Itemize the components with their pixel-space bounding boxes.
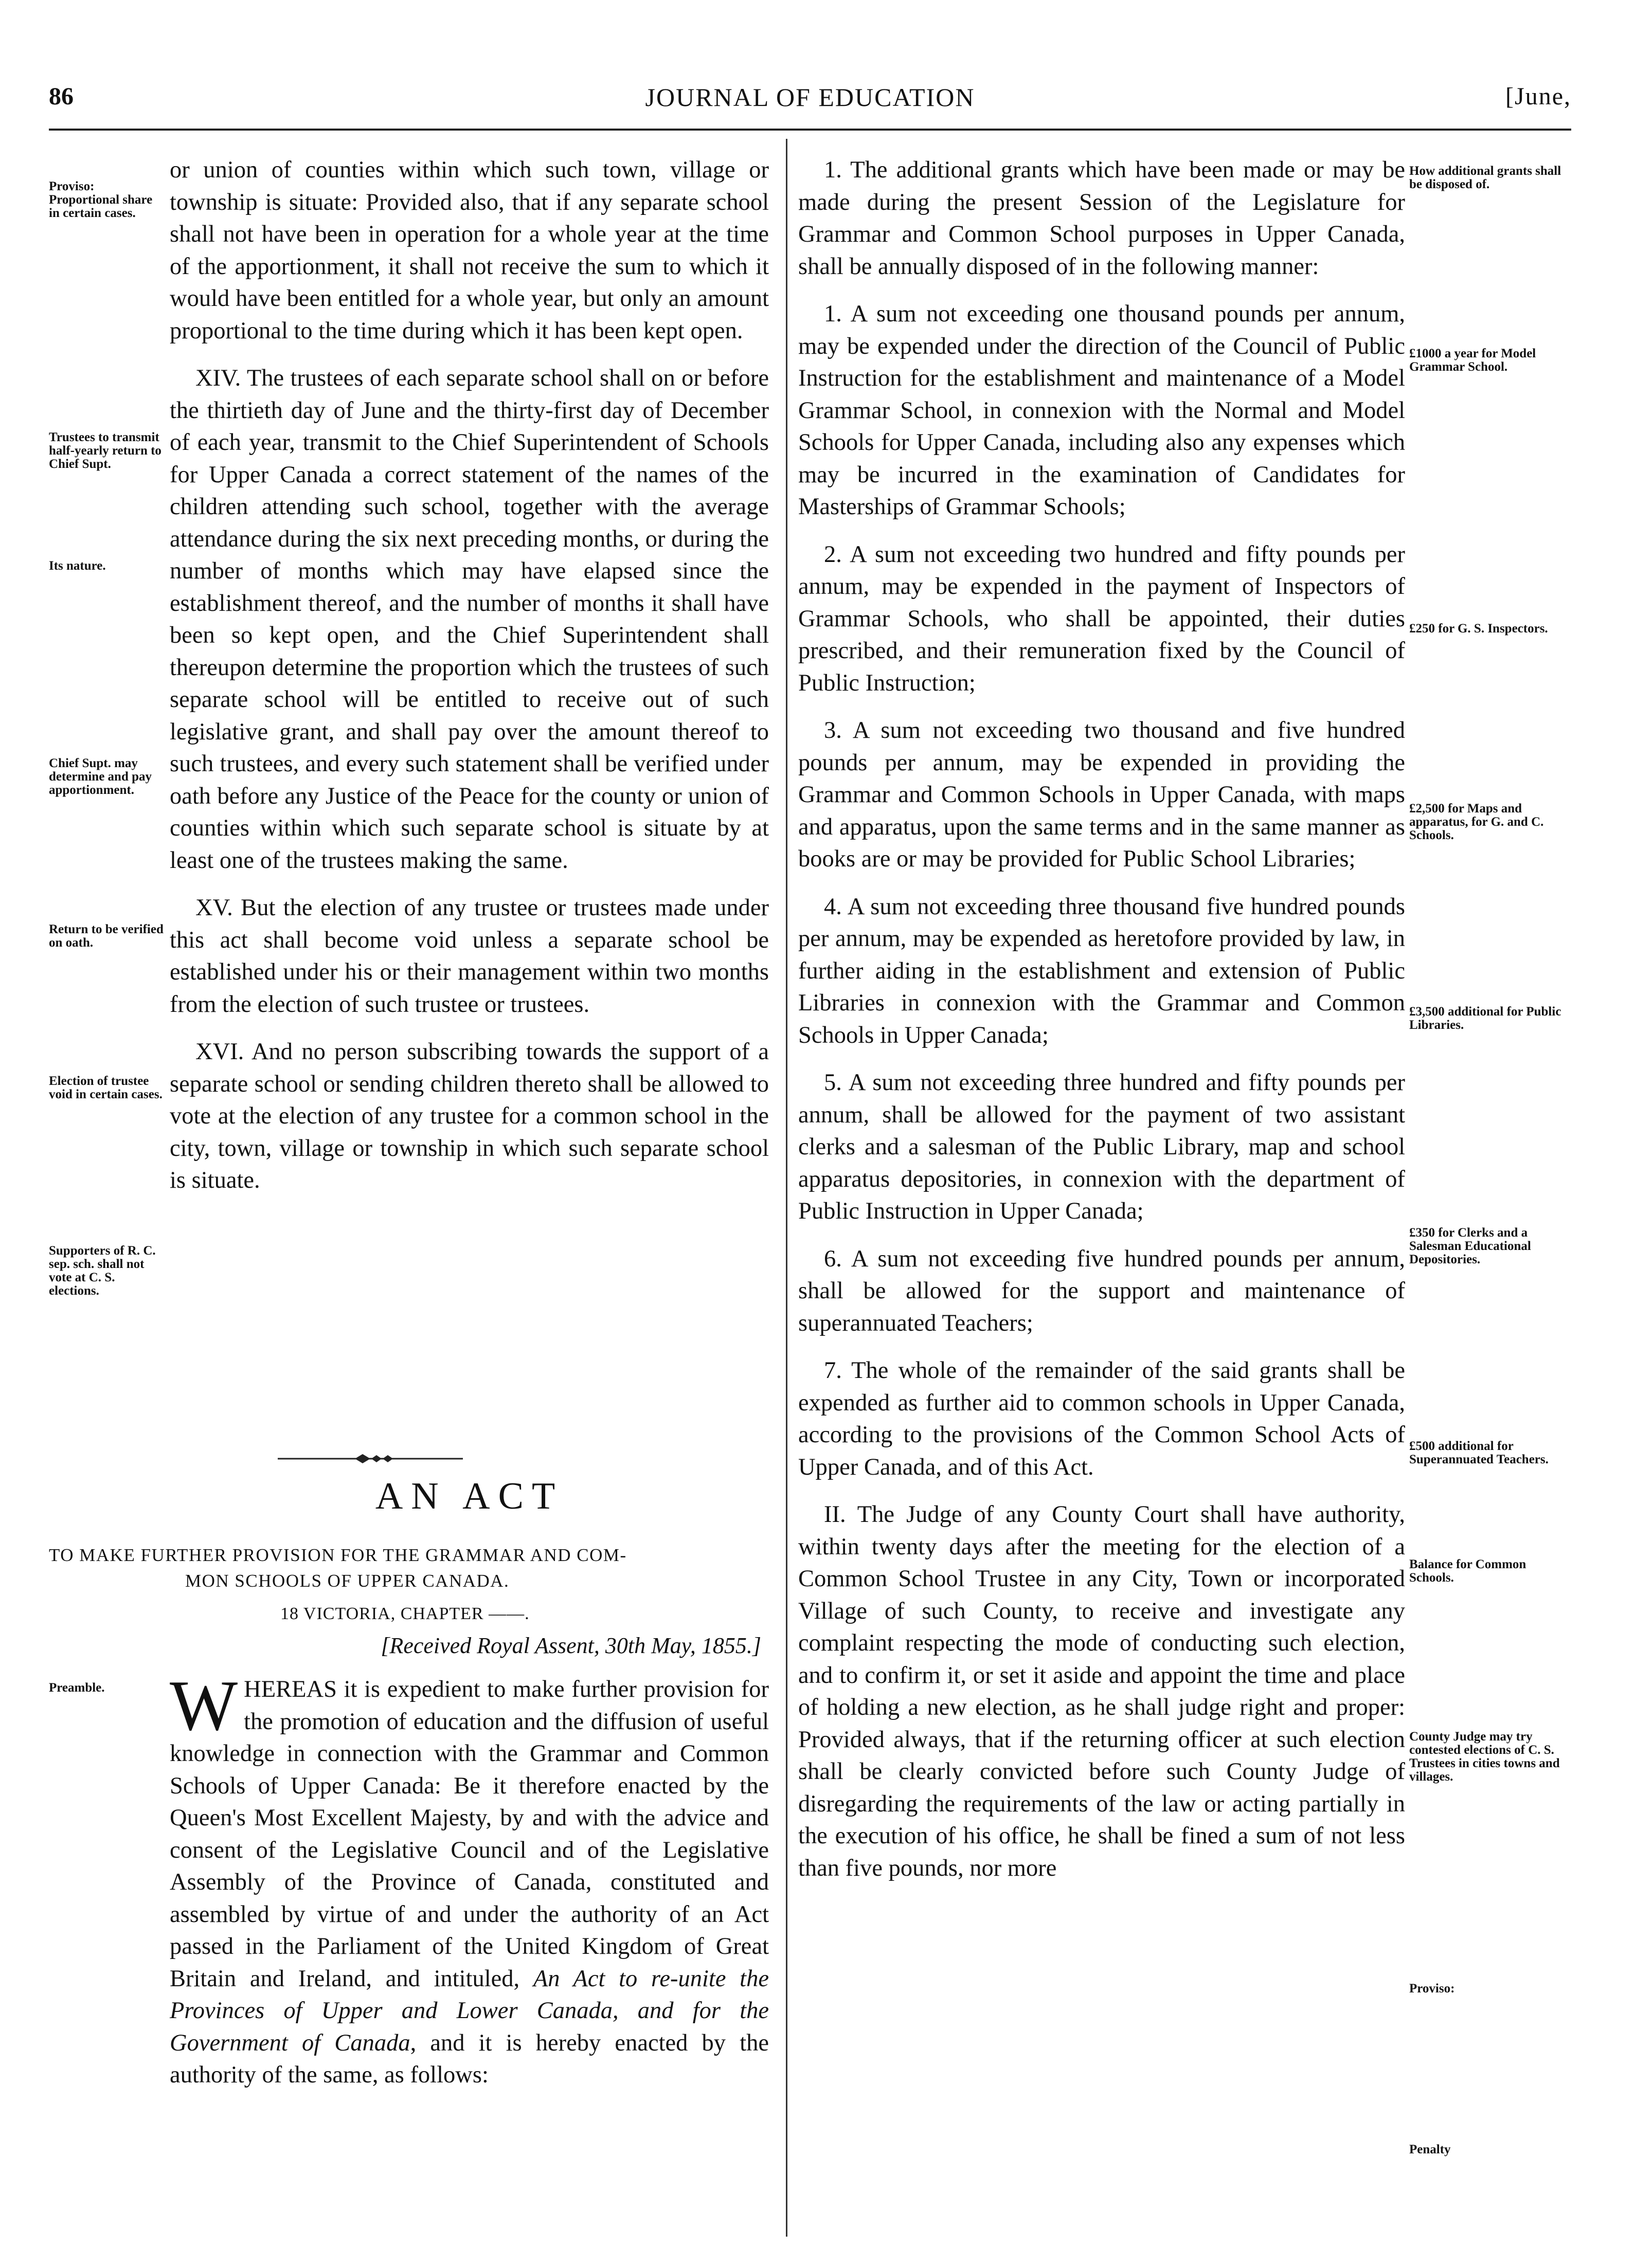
margin-note: £500 additional for Superannuated Teachers. (1409, 1439, 1549, 1466)
paragraph: 4. A sum not exceeding three thousand five hundred pounds per annum, may be expended as heretofore provided by law, in further aiding in the establishment and extension of Public Libraries in connexion with the Grammar and Common Schools in Upper Canada; (798, 893, 1405, 1048)
margin-note: Supporters of R. C. sep. sch. shall not vote at C. S. elections. (49, 1244, 156, 1298)
paragraph: XVI. And no person subscribing towards the support of a separate school or sending children thereto shall be allowed to vote at the election of any trustee for a common school in the city, town, village or township in which such separate school is situate. (170, 1039, 769, 1193)
paragraph: 5. A sum not exceeding three hundred and fifty pounds per annum, shall be allowed for the payment of two assistant clerks and a salesman of the Public Library, map and school apparatus depositories, in connexion with the department of Public Instruction in Upper Canada; (798, 1069, 1405, 1224)
margin-note: Return to be verified on oath. (49, 922, 164, 950)
preamble-act-title: An Act to re-unite the Provinces of Upper and Lower Canada, and for the Government of Canada (170, 1965, 769, 2056)
right-column-text (798, 154, 1405, 1884)
paragraph: XV. But the election of any trustee or trustees made under this act shall become void unless a separate school be established under his or their management within two months from the election of such trustee or trustees. (170, 895, 769, 1018)
header-month: [June, (1505, 83, 1571, 110)
act-subtitle-continued: MON SCHOOLS OF UPPER CANADA. (185, 1571, 510, 1591)
margin-note: £350 for Clerks and a Salesman Educational Depositories. (1409, 1226, 1531, 1266)
paragraph: 7. The whole of the remainder of the said grants shall be expended as further aid to common schools in Upper Canada, according to the provisions of the Common School Acts of Upper Canada, and of this Act. (798, 1357, 1405, 1480)
paragraph: 2. A sum not exceeding two hundred and fifty pounds per annum, may be expended in the payment of Inspectors of Grammar Schools, who shall be appointed, their duties prescribed, and their remuneration fixed by the Council of Public Instruction; (798, 541, 1405, 696)
margin-note: How additional grants shall be disposed of. (1409, 164, 1561, 191)
paragraph: II. The Judge of any County Court shall have authority, within twenty days after the meeting for the election of a Common School Trustee in any City, Town or incorporated Village of such County, to receive and investigate any complaint respecting the mode of conducting such election, and to confirm it, or set it aside and appoint the time and place of holding a new election, as he shall judge right and proper: Provided always, that if the returning officer at such election shall be clearly convicted before such County Judge of disregarding the requirements of the law or acting partially in the execution of his office, he shall be fined a sum of not less than five pounds, nor more (798, 1501, 1405, 1881)
margin-note: Penalty (1409, 2143, 1451, 2156)
margin-note: Proviso: Proportional share in certain cases. (49, 179, 153, 220)
margin-note: £2,500 for Maps and apparatus, for G. and C. Schools. (1409, 802, 1544, 842)
act-subtitle: TO MAKE FURTHER PROVISION FOR THE GRAMMAR AND COM- (49, 1545, 627, 1565)
page-number: 86 (49, 83, 74, 110)
margin-note: £3,500 additional for Public Libraries. (1409, 1005, 1561, 1032)
margin-note: County Judge may try contested elections of C. S. Trustees in cities towns and villages. (1409, 1730, 1560, 1784)
paragraph: 3. A sum not exceeding two thousand and five hundred pounds per annum, may be expended in providing the Grammar and Common Schools in Upper Canada, with maps and apparatus, upon the same terms and in the same manner as books are or may be provided for Public School Libraries; (798, 717, 1405, 872)
drop-cap: W (170, 1666, 238, 1746)
page-header (49, 77, 1571, 123)
journal-title: JOURNAL OF EDUCATION (645, 83, 975, 112)
margin-note: Balance for Common Schools. (1409, 1557, 1526, 1585)
header-rule (49, 129, 1571, 131)
section-ornament (278, 1451, 463, 1466)
margin-note: Proviso: (1409, 1982, 1455, 1995)
paragraph: 6. A sum not exceeding five hundred pounds per annum, shall be allowed for the support and maintenance of superannuated Teachers; (798, 1245, 1405, 1336)
royal-assent: [Received Royal Assent, 30th May, 1855.] (381, 1633, 761, 1658)
paragraph: 1. The additional grants which have been made or may be made during the present Session of the Legislature for Grammar and Common School purposes in Upper Canada, shall be annually disposed of in the following manner: (798, 157, 1405, 280)
paragraph: or union of counties within which such town, village or township is situate: Provided also, that if any separate school shall not have been in operation for a whole year at the time of the apportionment, it shall not receive the sum to which it would have been entitled for a whole year, but only an amount proportional to the time during which it has been kept open. (170, 157, 769, 344)
column-divider (786, 139, 787, 2237)
preamble (170, 1666, 769, 2092)
margin-note: £250 for G. S. Inspectors. (1409, 622, 1548, 636)
act-chapter: 18 VICTORIA, CHAPTER ——. (280, 1604, 530, 1623)
act-title: AN ACT (375, 1475, 564, 1517)
margin-note: Election of trustee void in certain cases. (49, 1074, 163, 1101)
left-column-text (170, 154, 769, 1197)
margin-note: £1000 a year for Model Grammar School. (1409, 347, 1536, 374)
margin-note: Chief Supt. may determine and pay apportionment. (49, 756, 152, 797)
paragraph: XIV. The trustees of each separate school shall on or before the thirtieth day of June and the thirty-first day of December of each year, transmit to the Chief Superintendent of Schools for Upper Canada a correct statement of the names of the children attending such school, together with the average attendance during the six next preceding months, or during the number of months which may have elapsed since the establishment thereof, and the number of months it shall have been so kept open, and the Chief Superintendent shall thereupon determine the proportion which the trustees of such separate school will be entitled to receive out of such legislative grant, and shall pay over the amount thereof to such trustees, and every such statement shall be verified under oath before any Justice of the Peace for the county or union of counties within which such separate school is situate by at least one of the trustees making the same. (170, 365, 769, 874)
margin-note: Its nature. (49, 559, 106, 573)
margin-note: Trustees to transmit half-yearly return to Chief Supt. (49, 430, 161, 471)
preamble-text-end: , and it is hereby enacted by the authority of the same, as follows: (170, 2029, 769, 2088)
preamble-text: HEREAS it is expedient to make further provision for the promotion of education and the diffusion of useful knowledge in connection with the Grammar and Common Schools of Upper Canada: Be it therefore enacted by the Queen's Most Excellent Majesty, by and with the advice and consent of the Legislative Council and of the Legislative Assembly of the Province of Canada, constituted and assembled by virtue of and under the authority of an Act passed in the Parliament of the United Kingdom of Great Britain and Ireland, and intituled, (170, 1676, 769, 1992)
margin-note: Preamble. (49, 1681, 105, 1695)
paragraph: 1. A sum not exceeding one thousand pounds per annum, may be expended under the direction of the Council of Public Instruction for the establishment and maintenance of a Model Grammar School, in connexion with the Normal and Model Schools for Upper Canada, including also any expenses which may be incurred in the examination of Candidates for Masterships of Grammar Schools; (798, 301, 1405, 520)
